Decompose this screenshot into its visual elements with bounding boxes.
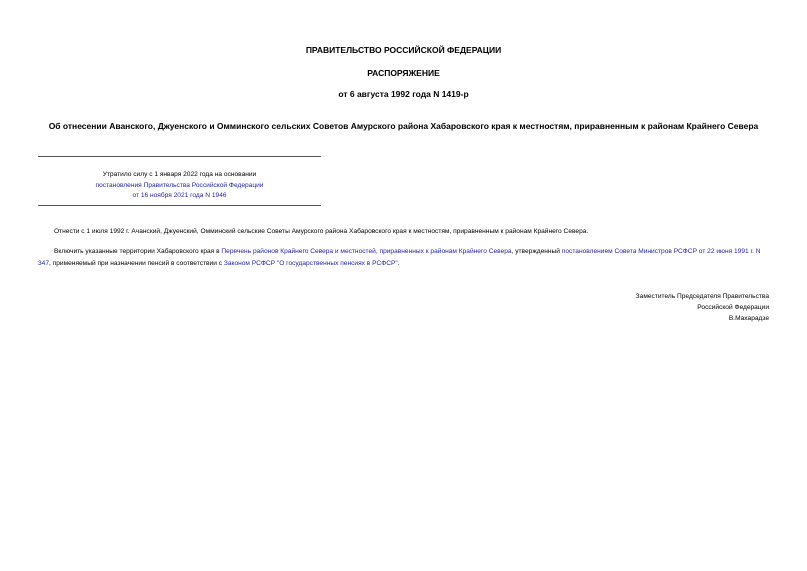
regions-list-link[interactable]: Перечень районов Крайнего Севера и местностей, приравненных к районам Крайнего Севера — [221, 248, 512, 255]
signature-block — [509, 291, 769, 324]
paragraph-2-text-1: Включить указанные территории Хабаровского края в — [54, 248, 222, 255]
expiry-note — [38, 170, 321, 202]
pension-law-link[interactable]: Законом РСФСР "О государственных пенсиях в РСФСР" — [223, 260, 398, 267]
paragraph-2-text-4: . — [397, 260, 400, 267]
paragraph-2-text-3: , применяемый при назначении пенсий в соответствии с — [49, 260, 224, 267]
document-title: Об отнесении Аванского, Джуенского и Омминского сельских Советов Амурского района Хабаровского края к местностям, приравненным к районам Крайнего Севера — [48, 121, 759, 131]
signatory-position-line-2: Российской Федерации — [697, 304, 769, 311]
signatory-position-line-1: Заместитель Председателя Правительства — [635, 293, 769, 300]
expiry-note-text: Утратило силу с 1 января 2022 года на основании — [102, 171, 257, 178]
signatory-name: В.Махарадзе — [728, 315, 769, 322]
document-date-number: от 6 августа 1992 года N 1419-р — [338, 89, 469, 99]
divider-bottom — [38, 205, 321, 206]
paragraph-2 — [38, 246, 771, 270]
council-resolution-link[interactable]: постановлением Совета Министров РСФСР от 22 июня 1991 г. N 347 — [38, 248, 761, 267]
expiry-decree-date-link[interactable]: от 16 ноября 2021 года N 1946 — [132, 192, 227, 199]
paragraph-1: Отнести с 1 июля 1992 г. Ачанский, Джуенский, Омминский сельские Советы Амурского района Хабаровского края к местностям, приравненным к районам Крайнего Севера. — [54, 228, 589, 235]
paragraph-2-text-2: , утвержденный — [511, 248, 562, 255]
divider-top — [38, 156, 321, 157]
document-kind-heading: РАСПОРЯЖЕНИЕ — [367, 68, 440, 78]
expiry-decree-link[interactable]: постановления Правительства Российской Федерации — [95, 181, 264, 189]
government-heading: ПРАВИТЕЛЬСТВО РОССИЙСКОЙ ФЕДЕРАЦИИ — [305, 45, 502, 55]
